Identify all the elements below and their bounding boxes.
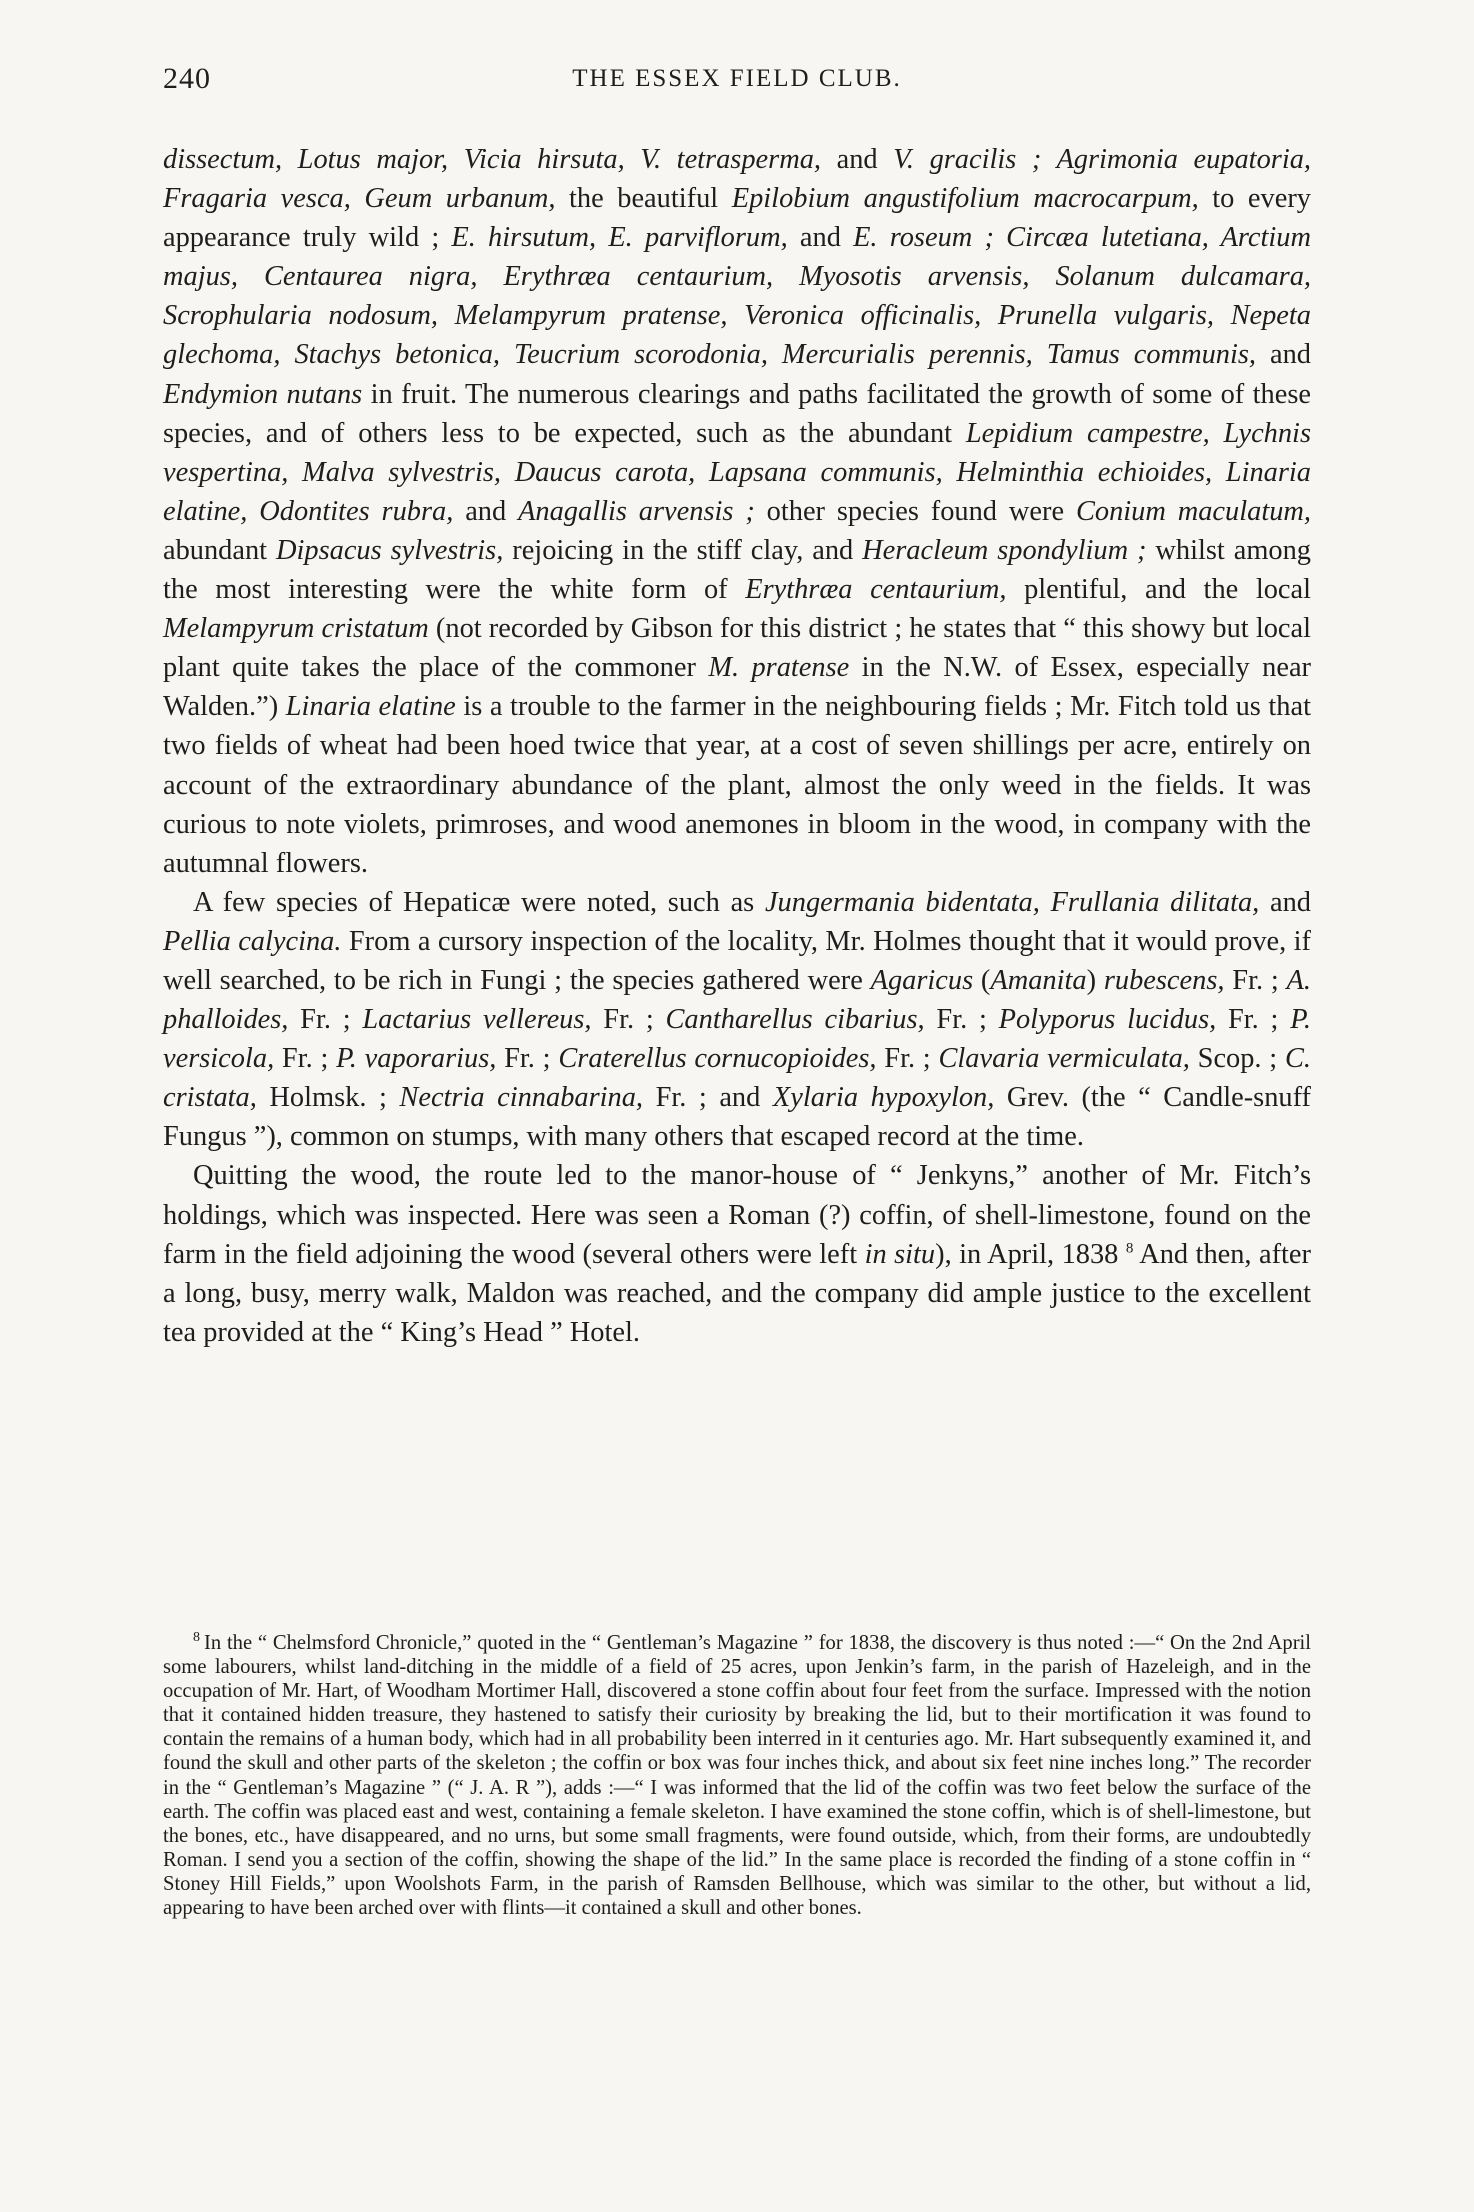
text-run: Fr. ;	[924, 1004, 999, 1036]
text-run: and	[787, 222, 854, 254]
text-run: )	[1086, 964, 1104, 996]
text-run: Fr. ; and	[643, 1082, 773, 1114]
paragraph-hepaticae-fungi	[163, 883, 1311, 1157]
text-run: other species found were	[754, 495, 1076, 527]
italic-run: E. hirsutum, E. parviflorum,	[451, 222, 788, 254]
text-run: to every appearance truly wild ;	[163, 183, 1311, 254]
footnote-reference[interactable]: 8	[1125, 1240, 1134, 1257]
italic-run: Erythræa centaurium,	[745, 574, 1007, 606]
text-run: in the N.W. of Essex, especially near Walden.”)	[163, 652, 1311, 723]
p3-in-situ: in situ	[864, 1238, 936, 1270]
italic-run: Polyporus lucidus,	[998, 1004, 1217, 1036]
text-run: Fr. ;	[274, 1043, 337, 1075]
page-number: 240	[163, 62, 211, 95]
text-run: Fr. ;	[876, 1043, 939, 1075]
footnote-text: In the “ Chelmsford Chronicle,” quoted in the “ Gentleman’s Magazine ” for 1838, the discovery is thus noted :—“ On the 2nd April some labourers, whilst land-ditching in the middle of a field of 25 acres, upon Jenkin’s farm, in the parish of Hazeleigh, and in the occupation of Mr. Hart, of Woodham Mortimer Hall, discovered a stone coffin about four feet from the surface. Impressed with the notion that it contained hidden treasure, they hastened to satisfy their curiosity by breaking the lid, but to their mortification it was found to contain the remains of a human body, which had in all probability been interred in it centuries ago. Mr. Hart subsequently examined it, and found the skull and other parts of the skeleton ; the coffin or box was four inches thick, and about six feet nine inches long.” The recorder in the “ Gentleman’s Magazine ” (“ J. A. R ”), adds :—“ I was informed that the lid of the coffin was two feet below the surface of the earth. The coffin was placed east and west, containing a female skeleton. I have examined the stone coffin, which is of shell-limestone, but the bones, etc., have disappeared, and no urns, but some small fragments, were found outside, which, from their forms, are undoubtedly Roman. I send you a section of the coffin, showing the shape of the lid.” In the same place is recorded the finding of a stone coffin in “ Stoney Hill Fields,” upon Woolshots Farm, in the parish of Ramsden Bellhouse, which was similar to the other, but without a lid, appearing to have been arched over with flints—it contained a skull and other bones.	[163, 1632, 1311, 1920]
italic-run: Jungermania bidentata, Frullania dilitata,	[764, 886, 1260, 918]
text-run: in fruit. The numerous clearings and paths facilitated the growth of some of these species, and of others less to be expected, such as the abundant	[163, 378, 1311, 449]
italic-run: Linaria elatine	[285, 691, 456, 723]
italic-run: Anagallis arvensis ;	[518, 495, 755, 527]
text-run: Fr. ;	[591, 1004, 666, 1036]
text-run: Fr. ;	[496, 1043, 559, 1075]
text-run: is a trouble to the farmer in the neighbouring fields ; Mr. Fitch told us that two fields of wheat had been hoed twice that year, at a cost of seven shillings per acre, entirely on account of the extraordinary abundance of the plant, almost the only weed in the fields. It was curious to note violets, primroses, and wood anemones in bloom in the wood, in company with the autumnal flowers.	[163, 691, 1311, 879]
italic-run: M. pratense	[708, 652, 850, 684]
italic-run: dissectum, Lotus major, Vicia hirsuta, V. tetrasperma,	[163, 144, 821, 175]
text-run: Holmsk. ;	[256, 1082, 400, 1114]
italic-run: Craterellus cornucopioides,	[558, 1043, 877, 1075]
text-run: Fr. ;	[1224, 964, 1287, 996]
text-run: and	[1256, 339, 1311, 371]
italic-run: P. versicola,	[163, 1004, 1311, 1075]
p3-text-mid: ), in April, 1838	[935, 1238, 1126, 1270]
text-run: the beautiful	[555, 183, 732, 215]
italic-run: P. vaporarius,	[336, 1043, 497, 1075]
text-run: whilst among the most interesting were the white form of	[163, 534, 1311, 606]
body-text	[163, 140, 1311, 1352]
footnote	[163, 1631, 1311, 1920]
footnote-mark: 8	[193, 1630, 200, 1646]
italic-run: E. roseum ; Circæa lutetiana, Arctium majus, Centaurea nigra, Erythræa centaurium, Myosotis arvensis, Solanum dulcamara, Scrophularia nodosum, Melampyrum pratense, Veronica officinalis, Prunella vulgaris, Nepeta glechoma, Stachys betonica, Teucrium scorodonia, Mercurialis perennis, Tamus communis,	[163, 222, 1311, 371]
italic-run: rubescens,	[1103, 964, 1225, 996]
italic-run: Lactarius vellereus,	[362, 1004, 592, 1036]
text-run: (not recorded by Gibson for this district ; he states that “ this showy but local plant quite takes the place of the commoner	[163, 613, 1311, 684]
italic-run: Amanita	[990, 964, 1087, 996]
running-title: THE ESSEX FIELD CLUB.	[572, 65, 902, 92]
text-run: and	[453, 495, 519, 527]
italic-run: Clavaria vermiculata,	[938, 1043, 1190, 1075]
paragraph-botany-list	[163, 140, 1311, 883]
text-run: abundant	[163, 534, 276, 566]
page-header	[163, 62, 1311, 102]
italic-run: A. phalloides,	[163, 964, 1311, 1036]
italic-run: Conium maculatum,	[1075, 495, 1311, 527]
italic-run: Epilobium angustifolium macrocarpum,	[731, 183, 1199, 215]
text-run: Fr. ;	[288, 1004, 363, 1036]
italic-run: C. cristata,	[163, 1043, 1311, 1114]
p3-text-start: Quitting the wood, the route led to the manor-house of “ Jenkyns,” another of Mr. Fitch’s holdings, which was inspected. Here was seen a Roman (?) coffin, of shell-limestone, found on the farm in the field adjoining the wood (several others were left	[163, 1160, 1311, 1270]
italic-run: Endymion nutans	[163, 378, 363, 410]
text-run: and	[1259, 886, 1311, 918]
text-run: Grev. (the “ Candle-snuff Fungus ”), common on stumps, with many others that escaped record at the time.	[163, 1082, 1312, 1153]
italic-run: Nectria cinnabarina,	[399, 1082, 644, 1114]
italic-run: Melampyrum cristatum	[163, 613, 429, 645]
italic-run: Heracleum spondylium ;	[862, 534, 1147, 566]
text-run: (	[973, 964, 991, 996]
text-run: and	[821, 144, 894, 175]
italic-run: Dipsacus sylvestris,	[275, 534, 504, 566]
p3-text-end: And then, after a long, busy, merry walk, Maldon was reached, and the company did ample justice to the excellent tea provided at the “ King’s Head ” Hotel.	[163, 1238, 1311, 1348]
text-run: plentiful, and the local	[1006, 574, 1312, 606]
text-run: Scop. ;	[1189, 1043, 1285, 1075]
italic-run: Cantharellus cibarius,	[665, 1004, 925, 1036]
italic-run: Xylaria hypoxylon,	[772, 1082, 995, 1114]
italic-run: Pellia calycina.	[163, 925, 342, 957]
text-run: Fr. ;	[1216, 1004, 1291, 1036]
text-run: A few species of Hepaticæ were noted, such as	[193, 886, 765, 918]
italic-run: Lepidium campestre, Lychnis vespertina, Malva sylvestris, Daucus carota, Lapsana communis, Helminthia echioides, Linaria elatine, Odontites rubra,	[163, 417, 1311, 527]
text-run: rejoicing in the stiff clay, and	[503, 534, 863, 566]
text-run: From a cursory inspection of the locality, Mr. Holmes thought that it would prove, if well searched, to be rich in Fungi ; the species gathered were	[163, 925, 1311, 996]
italic-run: Agaricus	[870, 964, 974, 996]
italic-run: V. gracilis ; Agrimonia eupatoria, Fragaria vesca, Geum urbanum,	[163, 144, 1311, 215]
paragraph-jenkyns-visit	[163, 1156, 1311, 1351]
